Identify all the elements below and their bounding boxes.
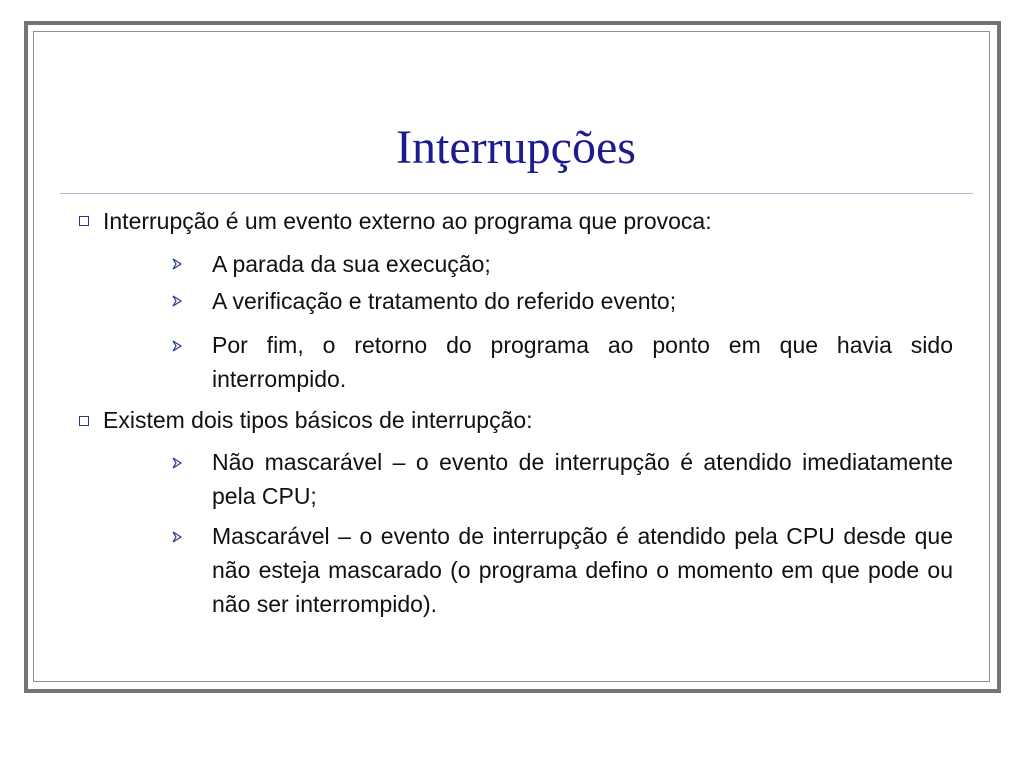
- bullet-level1: Interrupção é um evento externo ao programa que provoca:: [103, 208, 712, 234]
- arrow-bullet-icon: [170, 530, 184, 544]
- bullet-level1: Existem dois tipos básicos de interrupção:: [103, 407, 533, 433]
- bullet-level2: A verificação e tratamento do referido evento;: [212, 288, 677, 314]
- bullet-level2: Não mascarável – o evento de interrupção é atendido imediatamente pela CPU;: [212, 449, 953, 509]
- arrow-bullet-icon: [170, 339, 184, 353]
- bullet-level2: Por fim, o retorno do programa ao ponto em que havia sido interrompido.: [212, 332, 953, 392]
- slide-title: Interrupções: [396, 121, 636, 174]
- square-bullet-icon: [79, 416, 89, 426]
- arrow-bullet-icon: [170, 456, 184, 470]
- bullet-level2: A parada da sua execução;: [212, 251, 491, 277]
- arrow-bullet-icon: [170, 257, 184, 271]
- bullet-level2: Mascarável – o evento de interrupção é atendido pela CPU desde que não esteja mascarado (o programa defino o momento em que pode ou não ser interrompido).: [212, 523, 953, 617]
- arrow-bullet-icon: [170, 294, 184, 308]
- square-bullet-icon: [79, 216, 89, 226]
